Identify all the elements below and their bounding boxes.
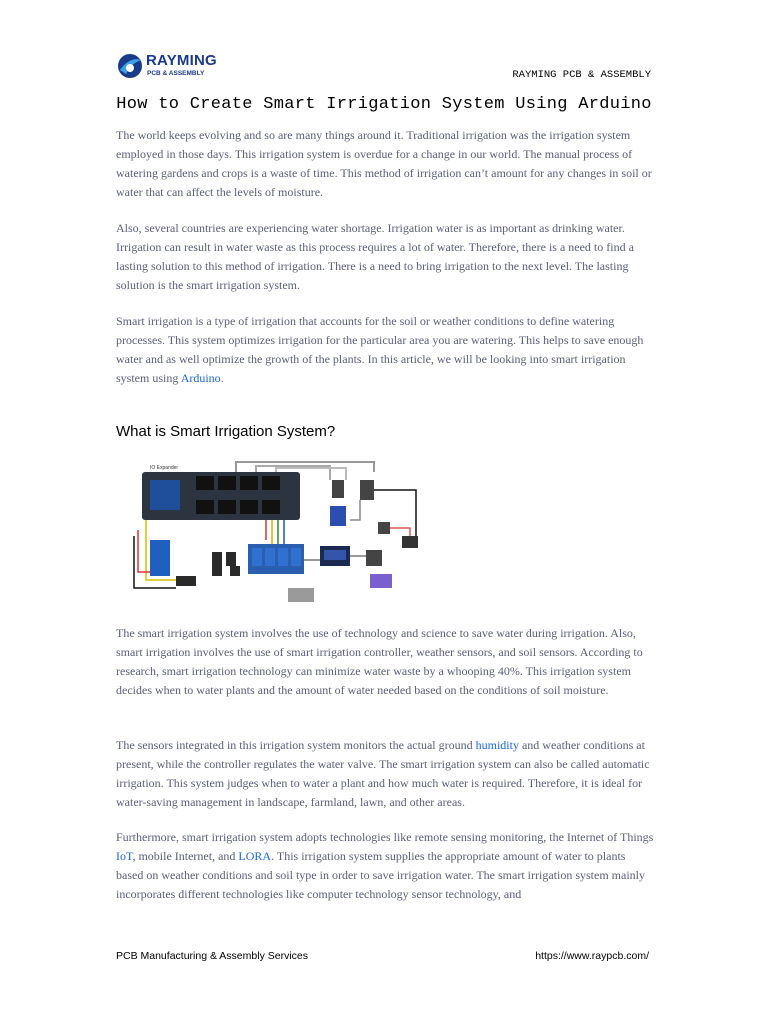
diagram-label: IO Expander [150,465,179,471]
header-company-name: RAYMING PCB & ASSEMBLY [512,69,651,81]
logo-swoosh-icon [116,52,144,80]
wiring-diagram-image [116,460,436,610]
paragraph-smart-irrigation [116,312,654,388]
paragraph-sensors [116,736,654,812]
logo-text: RAYMING [146,52,217,69]
logo-subtext: PCB & ASSEMBLY [147,70,205,77]
humidity-link[interactable]: humidity [475,738,519,752]
company-logo [116,50,246,82]
page-title: How to Create Smart Irrigation System Using Arduino [116,95,652,114]
arduino-link[interactable]: Arduino [180,371,221,385]
paragraph-text: The sensors integrated in this irrigation system monitors the actual ground [116,738,476,752]
section-heading: What is Smart Irrigation System? [116,423,336,440]
iot-link[interactable]: IoT [116,849,133,863]
paragraph-text: Smart irrigation is a type of irrigation that accounts for the soil or weather conditions to define watering processes. This system optimizes irrigation for the particular area you are watering. This helps to save enough water and as well optimize the growth of the plants. In this article, we will be looking into smart irrigation system using [116,314,644,385]
paragraph-intro: The world keeps evolving and so are many things around it. Traditional irrigation was the irrigation system employed in those days. This irrigation system is overdue for a change in our world. The manual process of watering gardens and crops is a waste of time. This method of irrigation can’t amount for any changes in soil or water that can affect the levels of moisture. [116,128,652,199]
footer-services: PCB Manufacturing & Assembly Services [116,950,308,962]
paragraph-water-shortage: Also, several countries are experiencing water shortage. Irrigation water is as important as drinking water. Irrigation can result in water waste as this process requires a lot of water. Therefore, there is a need to find a lasting solution to this method of irrigation. There is a need to bring irrigation to the next level. The lasting solution is the smart irrigation system. [116,221,634,292]
paragraph-text: . This irrigation system supplies the appropriate amount of water to plants based on weather conditions and soil type in order to save irrigation water. The smart irrigation system mainly incorporates different technologies like computer technology sensor technology, and [116,849,645,901]
paragraph-technologies [116,828,654,904]
footer-url-link[interactable]: https://www.raypcb.com/ [535,950,649,962]
paragraph-text: , mobile Internet, and [132,849,239,863]
paragraph-text: and weather conditions at present, while the controller regulates the water valve. The smart irrigation system can also be called automatic irrigation. This system judges when to water a plant and how much water is required. Therefore, it is ideal for water-saving management in landscape, farmland, lawn, and other areas. [116,738,650,809]
lora-link[interactable]: LORA [238,849,272,863]
paragraph-text: . [220,371,224,385]
paragraph-text: Furthermore, smart irrigation system adopts technologies like remote sensing monitoring, the Internet of Things [116,830,654,844]
paragraph-smart-system: The smart irrigation system involves the use of technology and science to save water during irrigation. Also, smart irrigation involves the use of smart irrigation controller, weather sensors, and soil sensors. According to research, smart irrigation technology can minimize water waste by a whooping 40%. This irrigation system decides when to water plants and the amount of water needed based on the conditions of soil moisture. [116,626,643,697]
